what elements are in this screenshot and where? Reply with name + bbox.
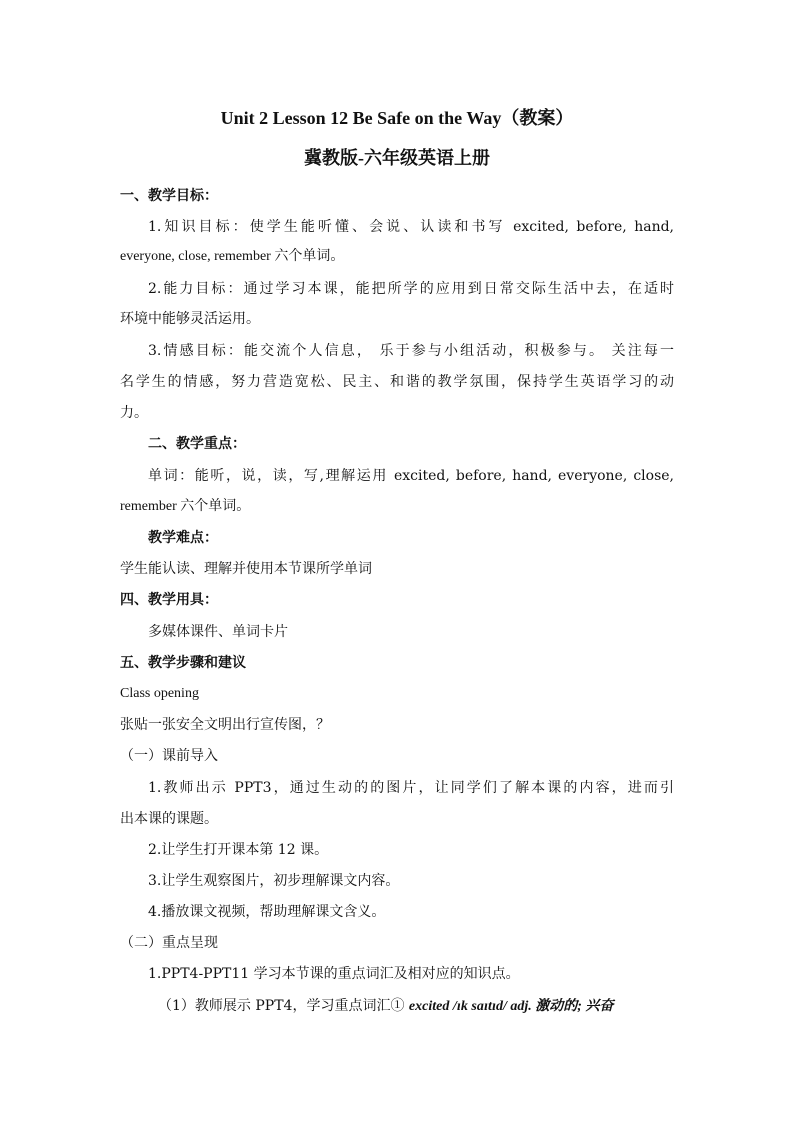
- paragraph-line: 3.让学生观察图片，初步理解课文内容。: [148, 873, 400, 889]
- paragraph-line: 1.PPT4-PPT11 学习本节课的重点词汇及相对应的知识点。: [148, 966, 520, 982]
- section-heading-materials: 四、教学用具：: [120, 592, 218, 608]
- paragraph-line: 1.知识目标：使学生能听懂、会说、认读和书写 excited, before, hand,: [148, 219, 674, 235]
- paragraph-line: 环境中能够灵活运用。: [120, 311, 260, 327]
- section-heading-difficulties: 教学难点：: [148, 530, 218, 546]
- paragraph-line: 2.让学生打开课本第 12 课。: [148, 842, 329, 858]
- paragraph-line: 名学生的情感，努力营造宽松、民主、和谐的教学氛围，保持学生英语学习的动: [120, 374, 674, 390]
- paragraph-line: 多媒体课件、单词卡片: [148, 624, 288, 640]
- paragraph-line: 2.能力目标：通过学习本课，能把所学的应用到日常交际生活中去，在适时: [148, 281, 674, 297]
- section-heading-objectives: 一、教学目标：: [120, 188, 218, 204]
- paragraph-line: 1.教师出示 PPT3，通过生动的的图片，让同学们了解本课的内容，进而引: [148, 780, 674, 796]
- section-heading-key-points: 二、教学重点：: [148, 436, 246, 452]
- paragraph-line: remember 六个单词。: [120, 499, 251, 514]
- paragraph-text: （1）教师展示 PPT4，学习重点词汇①: [158, 998, 405, 1014]
- subsection-heading: （二）重点呈现: [120, 935, 218, 951]
- document-subtitle: 冀教版-六年级英语上册: [304, 148, 490, 168]
- paragraph-line: 学生能认读、理解并使用本节课所学单词: [120, 561, 372, 577]
- paragraph-line: 张贴一张安全文明出行宣传图，？: [120, 717, 330, 733]
- paragraph-line: Class opening: [120, 686, 199, 701]
- section-heading-steps: 五、教学步骤和建议: [120, 655, 246, 671]
- paragraph-line: 单词：能听，说，读，写,理解运用 excited, before, hand, everyone, close,: [148, 468, 674, 484]
- document-title: Unit 2 Lesson 12 Be Safe on the Way（教案）: [220, 108, 574, 128]
- paragraph-line: [158, 995, 613, 1018]
- vocabulary-entry: excited /ɪk saɪtɪd/ adj. 激动的; 兴奋: [408, 999, 614, 1014]
- subsection-heading: （一）课前导入: [120, 748, 218, 764]
- paragraph-line: 力。: [120, 405, 148, 421]
- paragraph-line: 出本课的课题。: [120, 811, 218, 827]
- paragraph-line: 3.情感目标：能交流个人信息， 乐于参与小组活动，积极参与。 关注每一: [148, 343, 674, 359]
- paragraph-line: 4.播放课文视频，帮助理解课文含义。: [148, 904, 386, 920]
- paragraph-line: everyone, close, remember 六个单词。: [120, 249, 345, 264]
